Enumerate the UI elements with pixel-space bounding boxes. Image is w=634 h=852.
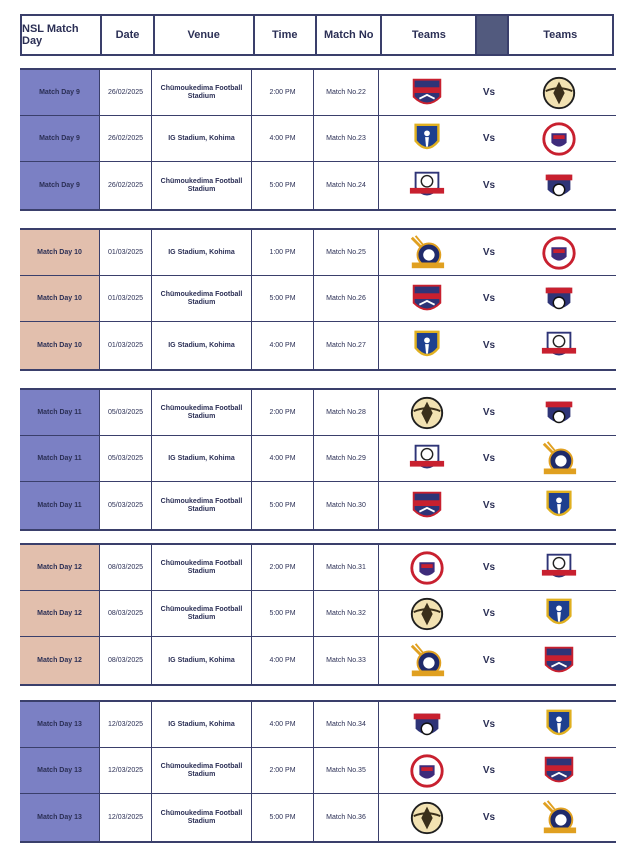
date-cell: 12/03/2025	[100, 794, 152, 841]
time-cell: 2:00 PM	[252, 748, 314, 793]
table-row	[20, 230, 616, 276]
venue-cell: Chümoukedima Football Stadium	[152, 591, 252, 636]
team-a-logo	[379, 637, 474, 684]
time-cell: 4:00 PM	[252, 116, 314, 161]
match-no-cell: Match No.23	[314, 116, 379, 161]
team-b-logo	[504, 436, 614, 481]
date-cell: 01/03/2025	[100, 276, 152, 321]
match-day-cell: Match Day 13	[20, 794, 100, 841]
header-teams-a: Teams	[382, 16, 477, 54]
vs-label: Vs	[482, 655, 496, 666]
match-no-cell: Match No.25	[314, 230, 379, 275]
match-no-cell: Match No.30	[314, 482, 379, 529]
team-a-logo	[379, 702, 474, 747]
date-cell: 08/03/2025	[100, 545, 152, 590]
time-cell: 4:00 PM	[252, 702, 314, 747]
match-day-group	[20, 700, 616, 843]
team-b-logo	[504, 390, 614, 435]
red-scars-logo	[408, 440, 446, 478]
match-no-cell: Match No.34	[314, 702, 379, 747]
nagaland-united-logo	[408, 280, 446, 318]
team-b-logo	[504, 482, 614, 529]
match-no-cell: Match No.24	[314, 162, 379, 209]
venue-cell: IG Stadium, Kohima	[152, 637, 252, 684]
time-cell: 1:00 PM	[252, 230, 314, 275]
match-no-cell: Match No.35	[314, 748, 379, 793]
date-cell: 12/03/2025	[100, 748, 152, 793]
date-cell: 01/03/2025	[100, 322, 152, 369]
27-united-logo	[540, 440, 578, 478]
header-spacer	[477, 16, 508, 54]
vs-label: Vs	[482, 180, 496, 191]
date-cell: 05/03/2025	[100, 436, 152, 481]
match-no-cell: Match No.26	[314, 276, 379, 321]
sekrenyi-owl-logo	[408, 595, 446, 633]
date-cell: 08/03/2025	[100, 637, 152, 684]
venue-cell: Chümoukedima Football Stadium	[152, 794, 252, 841]
team-b-logo	[504, 545, 614, 590]
time-cell: 2:00 PM	[252, 545, 314, 590]
team-b-logo	[504, 70, 614, 115]
date-cell: 01/03/2025	[100, 230, 152, 275]
match-day-cell: Match Day 12	[20, 545, 100, 590]
header-venue: Venue	[155, 16, 255, 54]
sekrenyi-owl-logo	[540, 74, 578, 112]
match-day-cell: Match Day 9	[20, 70, 100, 115]
blue-shield-logo	[540, 487, 578, 525]
header-date: Date	[102, 16, 155, 54]
team-a-logo	[379, 482, 474, 529]
team-b-logo	[504, 116, 614, 161]
match-no-cell: Match No.33	[314, 637, 379, 684]
time-cell: 4:00 PM	[252, 637, 314, 684]
vs-label: Vs	[482, 500, 496, 511]
27-united-logo	[540, 799, 578, 837]
nagaland-united-logo	[408, 487, 446, 525]
table-row	[20, 482, 616, 529]
red-scars-logo	[540, 327, 578, 365]
table-row	[20, 702, 616, 748]
match-day-cell: Match Day 10	[20, 276, 100, 321]
date-cell: 08/03/2025	[100, 591, 152, 636]
royal-fc-logo	[540, 280, 578, 318]
venue-cell: Chümoukedima Football Stadium	[152, 545, 252, 590]
vs-label: Vs	[482, 562, 496, 573]
match-no-cell: Match No.27	[314, 322, 379, 369]
team-b-logo	[504, 637, 614, 684]
venue-cell: IG Stadium, Kohima	[152, 436, 252, 481]
team-a-logo	[379, 230, 474, 275]
blue-shield-logo	[408, 120, 446, 158]
header-teams-b: Teams	[543, 29, 578, 41]
match-day-group	[20, 68, 616, 211]
match-day-cell: Match Day 11	[20, 436, 100, 481]
vs-label: Vs	[482, 340, 496, 351]
match-no-cell: Match No.22	[314, 70, 379, 115]
venue-cell: Chümoukedima Football Stadium	[152, 390, 252, 435]
royal-fc-logo	[540, 167, 578, 205]
table-row	[20, 162, 616, 209]
table-row	[20, 794, 616, 841]
table-row	[20, 322, 616, 369]
team-a-logo	[379, 276, 474, 321]
match-day-cell: Match Day 9	[20, 116, 100, 161]
red-scars-logo	[408, 167, 446, 205]
date-cell: 26/02/2025	[100, 116, 152, 161]
27-united-logo	[408, 642, 446, 680]
blue-shield-logo	[540, 595, 578, 633]
27-united-logo	[408, 234, 446, 272]
time-cell: 4:00 PM	[252, 436, 314, 481]
header-match-no: Match No	[317, 16, 382, 54]
match-day-cell: Match Day 13	[20, 748, 100, 793]
match-day-group	[20, 228, 616, 371]
vs-label: Vs	[482, 608, 496, 619]
venue-cell: Chümoukedima Football Stadium	[152, 748, 252, 793]
vs-label: Vs	[482, 133, 496, 144]
sekrenyi-owl-logo	[408, 394, 446, 432]
table-row	[20, 436, 616, 482]
match-no-cell: Match No.29	[314, 436, 379, 481]
match-day-cell: Match Day 10	[20, 322, 100, 369]
vs-label: Vs	[482, 407, 496, 418]
team-a-logo	[379, 390, 474, 435]
time-cell: 5:00 PM	[252, 162, 314, 209]
royal-fc-logo	[408, 706, 446, 744]
team-b-logo	[504, 591, 614, 636]
date-cell: 26/02/2025	[100, 70, 152, 115]
vs-label: Vs	[482, 765, 496, 776]
header-time: Time	[255, 16, 318, 54]
team-a-logo	[379, 748, 474, 793]
table-header	[20, 14, 614, 56]
table-row	[20, 276, 616, 322]
vs-label: Vs	[482, 293, 496, 304]
table-row	[20, 637, 616, 684]
table-row	[20, 748, 616, 794]
team-b-logo	[504, 276, 614, 321]
venue-cell: Chümoukedima Football Stadium	[152, 276, 252, 321]
venue-cell: IG Stadium, Kohima	[152, 322, 252, 369]
match-day-cell: Match Day 10	[20, 230, 100, 275]
match-day-cell: Match Day 9	[20, 162, 100, 209]
nagaland-united-logo	[540, 642, 578, 680]
time-cell: 5:00 PM	[252, 591, 314, 636]
team-a-logo	[379, 322, 474, 369]
table-row	[20, 591, 616, 637]
venue-cell: Chümoukedima Football Stadium	[152, 162, 252, 209]
match-no-cell: Match No.28	[314, 390, 379, 435]
vs-label: Vs	[482, 247, 496, 258]
table-row	[20, 390, 616, 436]
time-cell: 2:00 PM	[252, 70, 314, 115]
venue-cell: Chümoukedima Football Stadium	[152, 482, 252, 529]
match-day-cell: Match Day 11	[20, 390, 100, 435]
match-no-cell: Match No.31	[314, 545, 379, 590]
red-crest-logo	[540, 234, 578, 272]
venue-cell: IG Stadium, Kohima	[152, 702, 252, 747]
team-b-logo	[504, 230, 614, 275]
date-cell: 05/03/2025	[100, 482, 152, 529]
red-crest-logo	[540, 120, 578, 158]
venue-cell: Chümoukedima Football Stadium	[152, 70, 252, 115]
team-b-logo	[504, 748, 614, 793]
venue-cell: IG Stadium, Kohima	[152, 230, 252, 275]
date-cell: 12/03/2025	[100, 702, 152, 747]
vs-label: Vs	[482, 453, 496, 464]
match-day-cell: Match Day 13	[20, 702, 100, 747]
table-row	[20, 70, 616, 116]
match-day-group	[20, 543, 616, 686]
table-row	[20, 116, 616, 162]
table-row	[20, 545, 616, 591]
vs-label: Vs	[482, 87, 496, 98]
team-a-logo	[379, 591, 474, 636]
sekrenyi-owl-logo	[408, 799, 446, 837]
blue-shield-logo	[540, 706, 578, 744]
match-day-cell: Match Day 12	[20, 637, 100, 684]
time-cell: 2:00 PM	[252, 390, 314, 435]
team-b-logo	[504, 702, 614, 747]
team-b-logo	[504, 322, 614, 369]
nagaland-united-logo	[540, 752, 578, 790]
team-b-logo	[504, 794, 614, 841]
royal-fc-logo	[540, 394, 578, 432]
team-a-logo	[379, 794, 474, 841]
nagaland-united-logo	[408, 74, 446, 112]
match-no-cell: Match No.32	[314, 591, 379, 636]
vs-label: Vs	[482, 812, 496, 823]
match-day-group	[20, 388, 616, 531]
match-day-cell: Match Day 11	[20, 482, 100, 529]
match-no-cell: Match No.36	[314, 794, 379, 841]
red-scars-logo	[540, 549, 578, 587]
match-day-cell: Match Day 12	[20, 591, 100, 636]
vs-label: Vs	[482, 719, 496, 730]
team-a-logo	[379, 116, 474, 161]
date-cell: 26/02/2025	[100, 162, 152, 209]
date-cell: 05/03/2025	[100, 390, 152, 435]
venue-cell: IG Stadium, Kohima	[152, 116, 252, 161]
time-cell: 5:00 PM	[252, 482, 314, 529]
blue-shield-logo	[408, 327, 446, 365]
header-match-day: NSL Match Day	[22, 16, 102, 54]
team-a-logo	[379, 70, 474, 115]
team-a-logo	[379, 436, 474, 481]
time-cell: 5:00 PM	[252, 276, 314, 321]
team-b-logo	[504, 162, 614, 209]
time-cell: 5:00 PM	[252, 794, 314, 841]
red-crest-logo	[408, 549, 446, 587]
team-a-logo	[379, 545, 474, 590]
time-cell: 4:00 PM	[252, 322, 314, 369]
red-crest-logo	[408, 752, 446, 790]
team-a-logo	[379, 162, 474, 209]
